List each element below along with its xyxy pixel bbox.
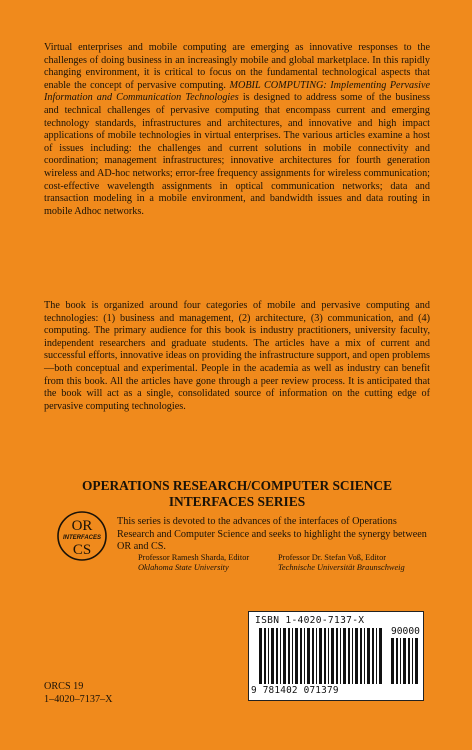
- editor-left: [138, 553, 249, 573]
- editor-left-name: Professor Ramesh Sharda, Editor: [138, 553, 250, 562]
- series-title-line-2: INTERFACES SERIES: [168, 494, 306, 509]
- barcode-bar: [264, 628, 266, 684]
- logo-top-text: OR: [71, 518, 93, 534]
- barcode-bar: [300, 628, 302, 684]
- series-description: This series is devoted to the advances of the interfaces of Operations Research and Computer Science and seeks to highlight the synergy between OR and CS.: [117, 516, 427, 553]
- blurb-text-b: is designed to address some of the business and technical challenges of pervasive computing that encompass current and emerging technology standards, infrastructures and architectures, and innovative and high impact applications of mobile technologies in virtual enterprises. The various articles examine a host of issues including: the challenges and current solutions in mobile connectivity and coordination; management infrastructures; innovative architectures for fourth generation wireless and AD-hoc networks; error-free frequency assignments for wireless communication; cost-effective wavelength assignments in optical communication networks; data and transaction modeling in a mobile environment, and bandwidth issues and data routing in mobile Adhoc networks.: [44, 92, 430, 217]
- series-number: ORCS 19: [44, 681, 84, 692]
- barcode-bar: [259, 628, 262, 684]
- editor-right: [278, 553, 405, 573]
- barcode-bar: [376, 628, 377, 684]
- barcode-bar: [288, 628, 290, 684]
- barcode-bar: [391, 638, 394, 684]
- series-title-line-1: OPERATIONS RESEARCH/COMPUTER SCIENCE: [81, 478, 392, 493]
- footer-isbn: 1–4020–7137–X: [44, 694, 113, 706]
- barcode-addon-digits: 90000: [391, 626, 420, 637]
- series-title: [44, 478, 430, 510]
- barcode-bar: [283, 628, 286, 684]
- footer-info: [44, 680, 112, 707]
- blurb-paragraph-2: The book is organized around four categories of mobile and pervasive computing and technologies: (1) business and management, (2) architecture, (3) communication, and (4) computing. The primary audience for this book is industry practitioners, university faculty, independent researchers and graduate students. The articles have a mix of current and successful efforts, innovative ideas on providing the infrastructure support, and open problems—both conceptual and experimental. People in the academia as well as industry can benefit from this book. All the articles have gone through a peer review process. It is anticipated that the book will act as a single, consolidated source of information on the cutting edge of pervasive computing technologies.: [44, 300, 430, 412]
- barcode-bar: [324, 628, 326, 684]
- barcode-bar: [295, 628, 298, 684]
- orcs-logo-icon: [56, 510, 108, 562]
- barcode-bar: [379, 628, 382, 684]
- logo-middle-text: INTERFACES: [62, 535, 102, 541]
- blurb-text-a: Virtual enterprises and mobile computing are emerging as innovative responses to the challenges of doing business in an increasingly mobile and global marketplace. In this rapidly changing environment, it is critical to focus on the fundamental technological aspects that enable the concept of pervasive computing.: [44, 42, 430, 91]
- barcode-bar: [280, 628, 281, 684]
- barcode-bar: [367, 628, 370, 684]
- barcode-bar: [292, 628, 293, 684]
- barcode-bar: [403, 638, 406, 684]
- barcode-bar: [348, 628, 350, 684]
- barcode-bar: [396, 638, 398, 684]
- logo-bottom-text: CS: [72, 542, 92, 558]
- editor-right-institution: Technische Universität Braunschweig: [278, 563, 405, 572]
- barcode-bar: [328, 628, 329, 684]
- barcode-bar: [364, 628, 365, 684]
- barcode-bar: [355, 628, 358, 684]
- barcode-bar: [271, 628, 274, 684]
- barcode-bar: [331, 628, 334, 684]
- barcode-bar: [343, 628, 346, 684]
- barcode-bar: [412, 638, 413, 684]
- barcode-bar: [415, 638, 418, 684]
- barcode-bar: [340, 628, 341, 684]
- barcode-bar: [408, 638, 410, 684]
- barcode-ean-digits: 9 781402 071379: [251, 685, 339, 696]
- barcode-bar: [304, 628, 305, 684]
- barcode-isbn-label: ISBN 1-4020-7137-X: [255, 615, 365, 626]
- barcode-bar: [372, 628, 374, 684]
- barcode-bar: [312, 628, 314, 684]
- barcode-bar: [352, 628, 353, 684]
- barcode-bar: [360, 628, 362, 684]
- barcode-bar: [276, 628, 278, 684]
- barcode-bar: [400, 638, 401, 684]
- book-title-italic: MOBIL COMPUTING: Implementing Pervasive Information and Communication Technologies: [44, 79, 430, 104]
- barcode: [248, 611, 424, 701]
- barcode-bar: [268, 628, 269, 684]
- editor-right-name: Professor Dr. Stefan Voß, Editor: [278, 553, 387, 562]
- barcode-bar: [307, 628, 310, 684]
- barcode-bar: [336, 628, 338, 684]
- editor-left-institution: Oklahoma State University: [138, 563, 229, 572]
- blurb-paragraph-1: [44, 42, 430, 218]
- barcode-bar: [316, 628, 317, 684]
- barcode-bar: [319, 628, 322, 684]
